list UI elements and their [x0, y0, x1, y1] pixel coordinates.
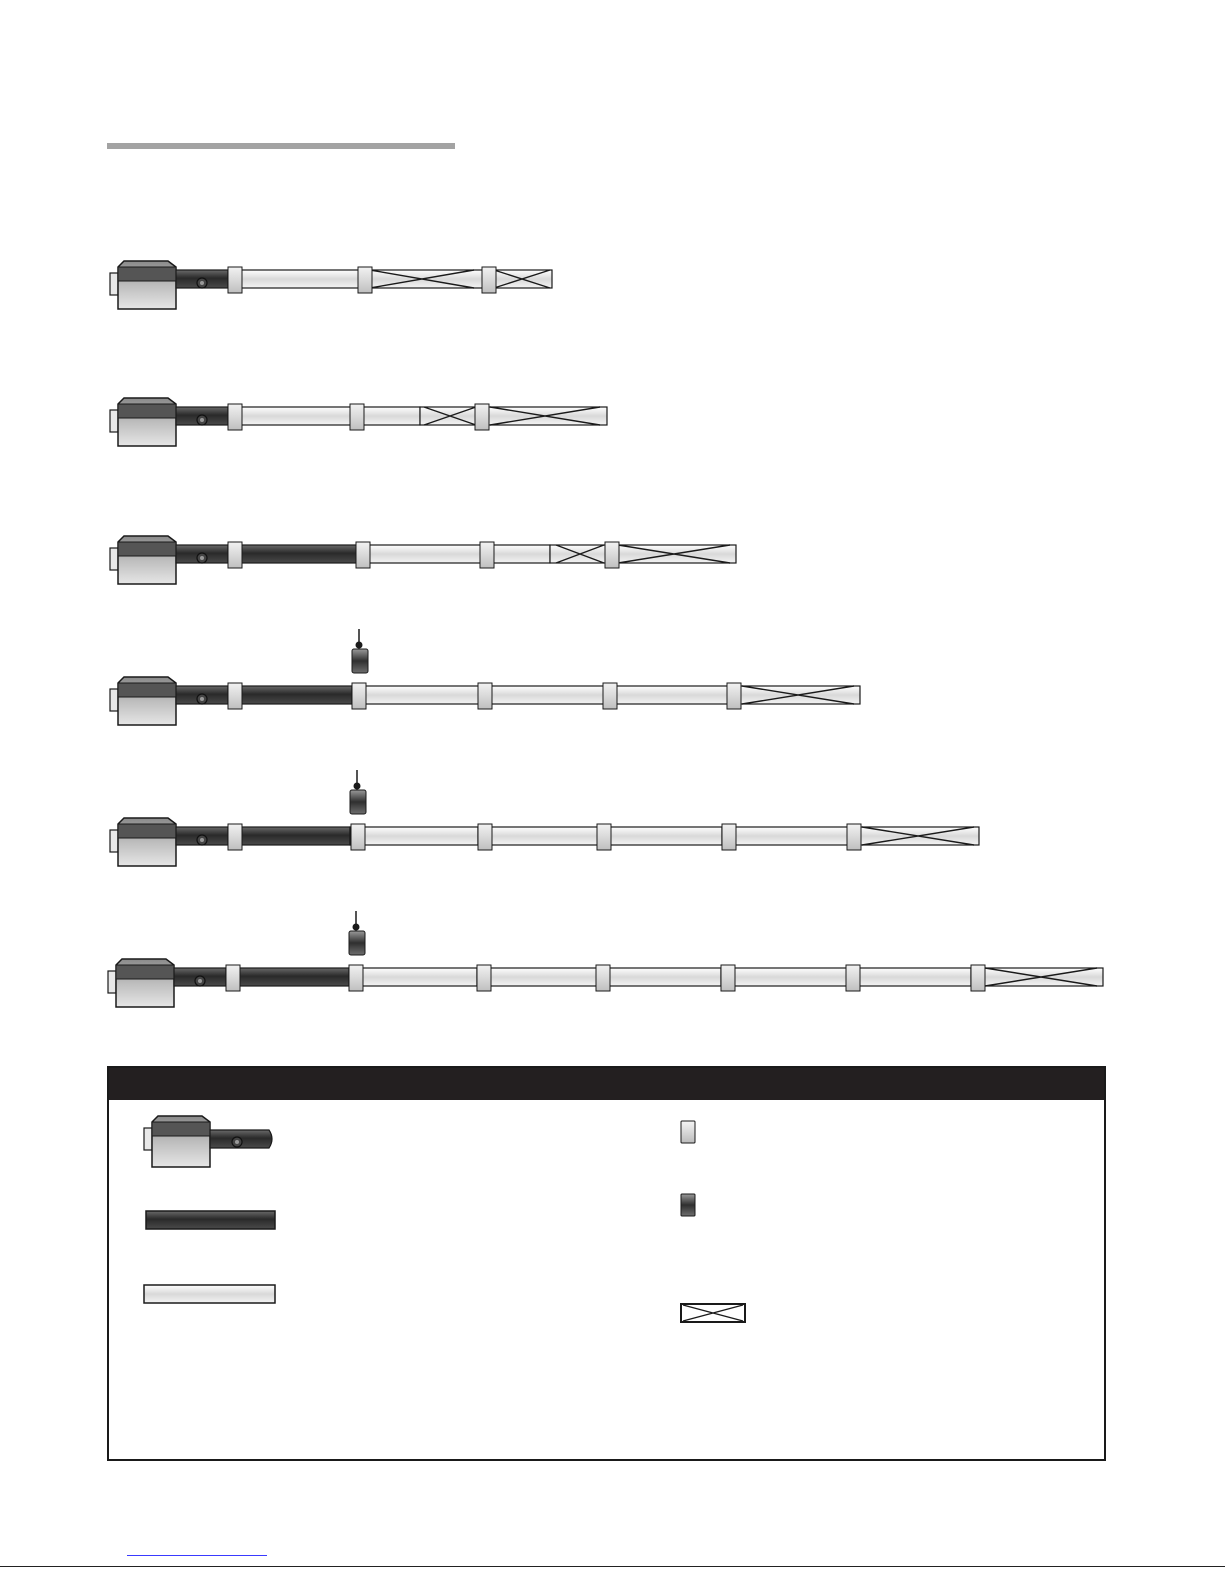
operator-unit — [110, 818, 228, 866]
support-clamp — [603, 683, 617, 709]
light-tube-section — [597, 968, 721, 986]
support-clamp — [478, 824, 492, 850]
legend-panel — [107, 1066, 1106, 1461]
braced-section — [971, 968, 1103, 986]
light-tube-section — [722, 827, 848, 845]
support-clamp — [847, 824, 861, 850]
support-clamp — [228, 683, 242, 709]
support-clamp — [228, 542, 242, 568]
support-clamp — [480, 542, 494, 568]
braced-section — [420, 407, 480, 425]
light-tube-section — [349, 968, 477, 986]
support-clamp — [482, 267, 496, 293]
light-tube-section — [358, 545, 550, 563]
light-tube-section — [477, 968, 597, 986]
support-clamp — [475, 404, 489, 430]
support-clamp — [228, 267, 242, 293]
support-clamp — [596, 965, 610, 991]
braced-section — [360, 270, 484, 288]
light-tube-section — [598, 827, 722, 845]
dark-tube-section — [228, 827, 350, 845]
operator-unit — [110, 677, 228, 725]
light-tube-section — [228, 270, 360, 288]
support-clamp — [971, 965, 985, 991]
operator-unit — [110, 536, 228, 584]
configuration-row-6 — [108, 911, 1103, 1007]
light-tube-section — [228, 407, 420, 425]
configuration-row-3 — [110, 536, 736, 584]
light-support-icon — [681, 1121, 695, 1143]
support-clamp — [358, 267, 372, 293]
dark-support — [350, 770, 366, 814]
operator-unit-icon — [144, 1116, 272, 1167]
light-tube-section — [604, 686, 728, 704]
configuration-row-5 — [110, 770, 979, 866]
braced-section — [608, 545, 736, 563]
light-tube-section — [352, 686, 480, 704]
operator-unit — [110, 261, 228, 309]
support-clamp — [352, 683, 366, 709]
light-tube-section-icon — [144, 1285, 275, 1303]
braced-section — [848, 827, 979, 845]
footer-rule — [0, 1566, 1225, 1567]
support-clamp — [846, 965, 860, 991]
braced-section — [550, 545, 608, 563]
support-clamp — [727, 683, 741, 709]
support-clamp — [478, 683, 492, 709]
light-tube-section — [847, 968, 971, 986]
support-clamp — [722, 824, 736, 850]
light-tube-section — [480, 686, 604, 704]
support-clamp — [477, 965, 491, 991]
configuration-row-2 — [110, 398, 607, 446]
support-clamp — [226, 965, 240, 991]
support-clamp — [605, 542, 619, 568]
support-clamp — [349, 965, 363, 991]
support-clamp — [228, 824, 242, 850]
support-clamp — [350, 404, 364, 430]
legend-icons — [109, 1068, 1104, 1459]
operator-unit — [108, 959, 226, 1007]
dark-tube-section-icon — [146, 1211, 275, 1229]
configuration-row-4 — [110, 629, 860, 725]
dark-tube-section — [228, 686, 352, 704]
operator-unit — [110, 398, 228, 446]
footer-link-rule — [127, 1555, 267, 1556]
dark-tube-section — [226, 968, 349, 986]
braced-section — [480, 407, 607, 425]
support-clamp — [228, 404, 242, 430]
braced-section-icon — [681, 1304, 745, 1322]
support-clamp — [351, 824, 365, 850]
braced-section — [728, 686, 860, 704]
light-tube-section — [478, 827, 598, 845]
dark-tube-section — [228, 545, 358, 563]
configuration-row-1 — [110, 261, 552, 309]
light-tube-section — [721, 968, 847, 986]
light-tube-section — [350, 827, 478, 845]
support-clamp — [356, 542, 370, 568]
support-clamp — [597, 824, 611, 850]
dark-support — [352, 629, 368, 673]
dark-support — [349, 911, 365, 955]
support-clamp — [721, 965, 735, 991]
dark-support-icon — [681, 1194, 695, 1216]
